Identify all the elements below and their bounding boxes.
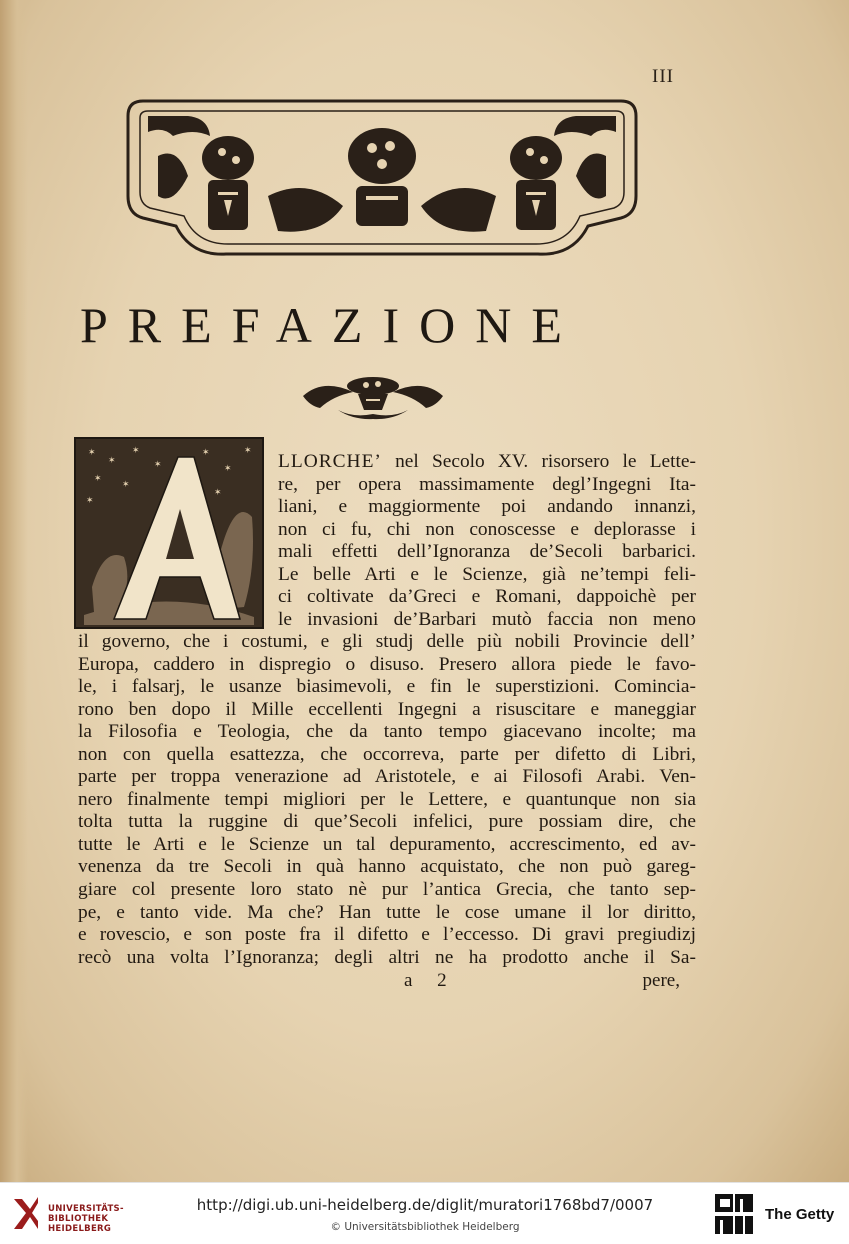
svg-text:✶: ✶ [108, 456, 116, 466]
text-line: tutte le Arti e le Scienze un tal depuramento, accrescimento, ed av- [78, 833, 696, 855]
text-line: le invasioni de’Barbari mutò faccia non meno [278, 608, 696, 630]
page-foot [404, 970, 680, 994]
initial-word-rest: LLORCHE’ [278, 451, 382, 472]
svg-text:✶: ✶ [154, 460, 162, 470]
page-number: III [652, 66, 674, 87]
text-line: giare col presente loro stato nè pur l’antica Grecia, che tanto sep- [78, 879, 696, 901]
text-line: non ci fu, chi non conoscesse e deplorasse i [278, 518, 696, 540]
text-line: parte per troppa venerazione ad Aristotele, e ai Filosofi Arabi. Ven- [78, 766, 696, 788]
svg-text:✶: ✶ [224, 464, 232, 474]
svg-text:✶: ✶ [94, 474, 102, 484]
text-line: le, i falsarj, le usanze biasimevoli, e fin le superstizioni. Comincia- [78, 676, 696, 698]
text-line: tolta tutta la ruggine di que’Secoli infelici, pure possiam dire, che [78, 811, 696, 833]
text-line: ci coltivate da’Greci e Romani, dappoichè per [278, 586, 696, 608]
text-line: venenza da tre Secoli in quà hanno acquistato, che non può gareg- [78, 856, 696, 878]
copyright-notice: © Universitätsbibliothek Heidelberg [330, 1221, 520, 1233]
text-line: nero finalmente tempi migliori per le Lettere, e quantunque non sia [78, 788, 696, 810]
text-line: pe, e tanto vide. Ma che? Han tutte le cose umane il lor diritto, [78, 901, 696, 923]
fleuron-ornament [298, 372, 448, 420]
getty-label: The Getty [765, 1206, 835, 1223]
text-line: la Filosofia e Teologia, che da tanto tempo giacevano incolte; ma [78, 721, 696, 743]
svg-text:✶: ✶ [122, 480, 130, 490]
text-line: Le belle Arti e le Scienze, già ne’tempi feli- [278, 563, 696, 585]
ub-heidelberg-logo[interactable] [10, 1193, 140, 1235]
svg-text:✶: ✶ [244, 446, 252, 456]
text-line: rono ben dopo il Mille eccellenti Ingegni a risuscitare e maneggiar [78, 698, 696, 720]
ornamental-headpiece [118, 96, 646, 266]
svg-text:✶: ✶ [202, 448, 210, 458]
text-line: recò una volta l’Ignoranza; degli altri ne ha prodotto anche il Sa- [78, 946, 696, 968]
getty-icon [713, 1192, 755, 1236]
catchword: pere, [642, 970, 680, 991]
svg-text:✶: ✶ [214, 488, 222, 498]
ub-heidelberg-icon [10, 1193, 42, 1235]
permalink-url[interactable]: http://digi.ub.uni-heidelberg.de/diglit/muratori1768bd7/0007 [196, 1196, 654, 1214]
signature-mark: a 2 [404, 970, 457, 991]
page-gutter-shadow [0, 0, 28, 1182]
svg-text:✶: ✶ [88, 448, 96, 458]
text-line: mali effetti dell’Ignoranza de’Secoli barbarici. [278, 541, 696, 563]
text-line: re, per opera massimamente degl’Ingegni Ita- [278, 473, 696, 495]
text-line: non con quella esattezza, che occorreva, parte per difetto di Libri, [78, 743, 696, 765]
text-line: e rovescio, e son poste fra il difetto e l’eccesso. Di gravi pregiudizj [78, 924, 696, 946]
svg-text:✶: ✶ [86, 496, 94, 506]
decorated-initial-A [74, 437, 264, 629]
text-line: liani, e maggiormente poi andando innanzi, [278, 496, 696, 518]
getty-logo[interactable] [713, 1192, 843, 1236]
page-title: PREFAZIONE [80, 297, 582, 353]
digitization-footer [0, 1182, 849, 1244]
text-line: il governo, che i costumi, e gli studj delle più nobili Provincie dell’ [78, 631, 696, 652]
svg-text:✶: ✶ [132, 446, 140, 456]
library-name: UNIVERSITÄTS- BIBLIOTHEK HEIDELBERG [48, 1204, 124, 1234]
body-text-full [78, 631, 696, 969]
body-text-indented [278, 451, 696, 631]
text-line: LLORCHE’ nel Secolo XV. risorsero le Lette- [278, 451, 696, 472]
text-line: Europa, caddero in dispregio o disuso. Presero allora piede le favo- [78, 653, 696, 675]
